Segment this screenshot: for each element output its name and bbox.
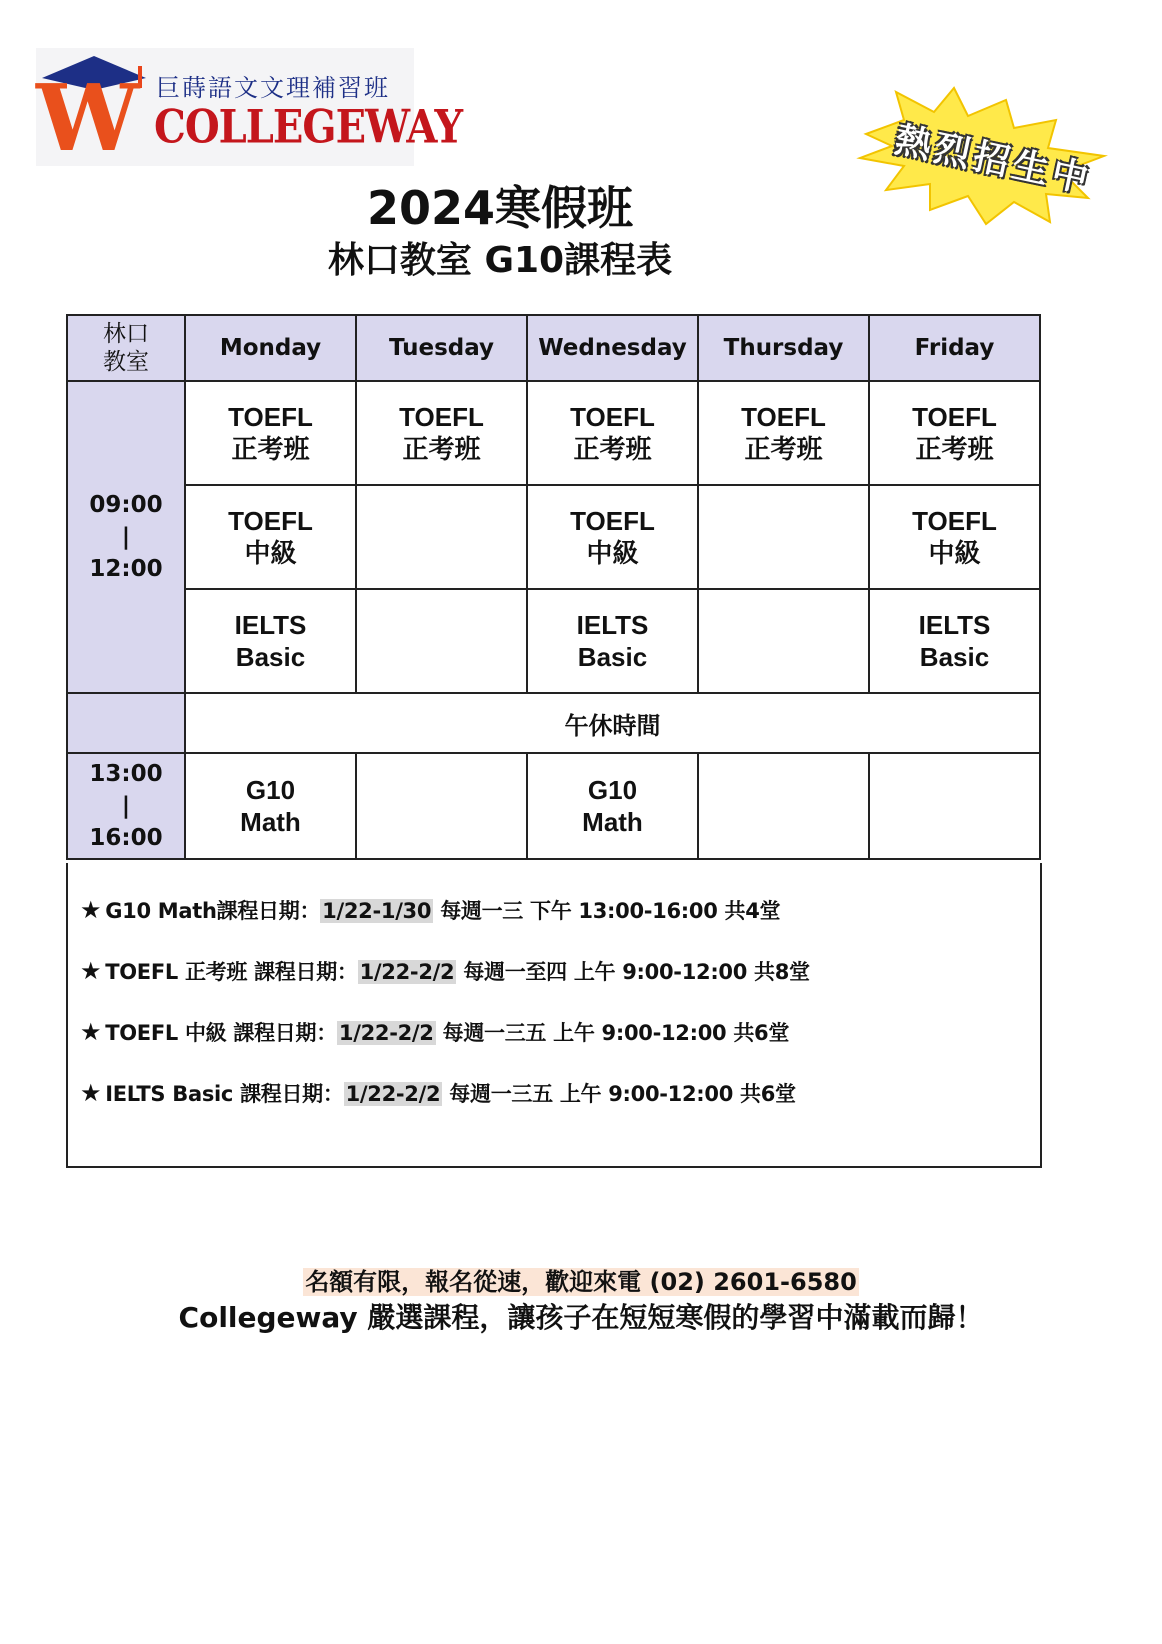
course-level: 正考班 — [573, 434, 652, 464]
morning-row-3 — [67, 589, 1040, 693]
class-cell — [527, 753, 698, 859]
afternoon-row — [67, 753, 1040, 859]
note-suffix: 每週一三五 上午 9:00-12:00 共6堂 — [442, 1082, 796, 1106]
class-cell — [185, 753, 356, 859]
note-date: 1/22-2/2 — [338, 1021, 434, 1045]
note-toefl-exam — [80, 956, 810, 986]
class-cell — [527, 381, 698, 485]
course-name: G10 — [587, 775, 638, 805]
day-header-friday: Friday — [869, 315, 1040, 381]
afternoon-end-time: 16:00 — [89, 825, 163, 851]
note-suffix: 每週一三 下午 13:00-16:00 共4堂 — [433, 899, 781, 923]
time-separator: | — [121, 524, 131, 550]
course-name: TOEFL — [912, 506, 997, 536]
class-cell — [527, 485, 698, 589]
course-name: TOEFL — [570, 402, 655, 432]
note-ielts-basic — [80, 1078, 796, 1108]
course-name: TOEFL — [912, 402, 997, 432]
note-date: 1/22-2/2 — [345, 1082, 441, 1106]
course-name: TOEFL — [570, 506, 655, 536]
course-level: 中級 — [244, 538, 297, 568]
course-name: IELTS — [234, 610, 307, 640]
class-cell-empty — [869, 753, 1040, 859]
course-level: 正考班 — [744, 434, 823, 464]
class-cell-empty — [698, 589, 869, 693]
course-name: TOEFL — [228, 506, 313, 536]
star-icon: ★ — [80, 1079, 102, 1107]
note-g10-math — [80, 895, 780, 925]
note-prefix: TOEFL 中級 課程日期： — [105, 1021, 337, 1045]
course-name: IELTS — [576, 610, 649, 640]
course-name: IELTS — [918, 610, 991, 640]
day-header-monday: Monday — [185, 315, 356, 381]
corner-label-line2: 教室 — [103, 349, 149, 375]
morning-row-1 — [67, 381, 1040, 485]
note-prefix: G10 Math課程日期： — [105, 899, 321, 923]
class-cell — [185, 485, 356, 589]
course-level: 正考班 — [402, 434, 481, 464]
morning-start-time: 09:00 — [89, 492, 163, 518]
logo-chinese-name: 巨蒔語文文理補習班 — [156, 74, 390, 102]
course-level: Math — [582, 807, 643, 837]
afternoon-time-cell — [67, 753, 185, 859]
day-header-thursday: Thursday — [698, 315, 869, 381]
course-name: TOEFL — [399, 402, 484, 432]
class-cell — [869, 381, 1040, 485]
corner-label — [67, 315, 185, 381]
course-level: 中級 — [586, 538, 639, 568]
note-date: 1/22-1/30 — [322, 899, 432, 923]
contact-text: 名額有限，報名從速，歡迎來電 (02) 2601-6580 — [305, 1268, 857, 1296]
star-icon: ★ — [80, 1018, 102, 1046]
note-prefix: IELTS Basic 課程日期： — [105, 1082, 344, 1106]
course-level: Basic — [577, 642, 648, 672]
class-cell — [869, 485, 1040, 589]
header-row — [67, 315, 1040, 381]
lunch-row — [67, 693, 1040, 753]
course-level: Basic — [919, 642, 990, 672]
note-suffix: 每週一三五 上午 9:00-12:00 共6堂 — [435, 1021, 790, 1045]
class-cell — [185, 381, 356, 485]
morning-row-2 — [67, 485, 1040, 589]
course-notes — [66, 863, 1042, 1168]
note-date: 1/22-2/2 — [359, 960, 455, 984]
morning-time-cell — [67, 381, 185, 693]
class-cell-empty — [356, 485, 527, 589]
class-cell-empty — [356, 753, 527, 859]
class-cell-empty — [698, 485, 869, 589]
class-cell-empty — [356, 589, 527, 693]
enrollment-text: 熱烈招生中 — [891, 119, 1096, 202]
course-name: G10 — [245, 775, 296, 805]
class-cell — [698, 381, 869, 485]
afternoon-start-time: 13:00 — [89, 761, 163, 787]
course-level: 正考班 — [915, 434, 994, 464]
day-header-tuesday: Tuesday — [356, 315, 527, 381]
schedule-table — [66, 314, 1041, 860]
note-suffix: 每週一至四 上午 9:00-12:00 共8堂 — [456, 960, 810, 984]
class-cell-empty — [698, 753, 869, 859]
logo-w-mark: W — [36, 64, 136, 172]
cap-tassel — [138, 66, 142, 88]
lunch-side-cell — [67, 693, 185, 753]
class-cell — [869, 589, 1040, 693]
page-title: 2024寒假班 — [366, 181, 634, 235]
page-subtitle: 林口教室 G10課程表 — [327, 240, 673, 281]
note-prefix: TOEFL 正考班 課程日期： — [105, 960, 358, 984]
collegeway-logo — [36, 48, 463, 172]
course-name: TOEFL — [741, 402, 826, 432]
note-toefl-intermediate — [80, 1017, 789, 1047]
course-level: Basic — [235, 642, 306, 672]
morning-end-time: 12:00 — [89, 556, 163, 582]
course-level: 中級 — [928, 538, 981, 568]
star-icon: ★ — [80, 957, 102, 985]
contact-line — [0, 1262, 1162, 1297]
logo-english-name: COLLEGEWAY — [154, 100, 463, 155]
course-name: TOEFL — [228, 402, 313, 432]
slogan-line: Collegeway 嚴選課程，讓孩子在短短寒假的學習中滿載而歸！ — [178, 1301, 984, 1334]
corner-label-line1: 林口 — [103, 321, 149, 347]
course-level: Math — [240, 807, 301, 837]
class-cell — [356, 381, 527, 485]
star-icon: ★ — [80, 896, 102, 924]
course-level: 正考班 — [231, 434, 310, 464]
class-cell — [527, 589, 698, 693]
day-header-wednesday: Wednesday — [527, 315, 698, 381]
class-cell — [185, 589, 356, 693]
time-separator: | — [121, 793, 131, 819]
lunch-break-label: 午休時間 — [185, 693, 1040, 753]
